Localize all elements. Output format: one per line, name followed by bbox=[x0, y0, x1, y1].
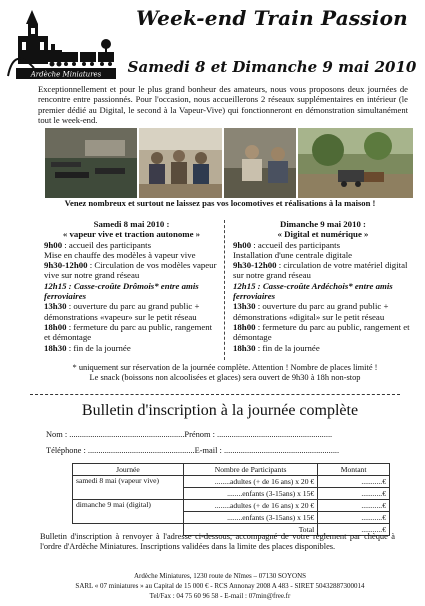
schedule-item bbox=[44, 301, 219, 322]
schedule-description: : fermeture du parc au public, rangement et démontage bbox=[44, 321, 213, 343]
sunday-program bbox=[233, 219, 413, 353]
schedule-item bbox=[233, 301, 413, 322]
row-day: dimanche 9 mai (digital) bbox=[73, 500, 184, 524]
schedule-item bbox=[44, 250, 219, 260]
schedule-item bbox=[233, 343, 413, 353]
name-fields[interactable]: Nom : .......................................................Prénom : ....................................................... bbox=[46, 430, 333, 439]
schedule-description: : fin de la journée bbox=[255, 342, 320, 353]
sunday-date: Dimanche 9 mai 2010 : bbox=[279, 219, 366, 229]
saturday-date: Samedi 8 mai 2010 : bbox=[93, 219, 170, 229]
photo-model-railway-1 bbox=[45, 128, 137, 198]
schedule-item bbox=[233, 322, 413, 343]
photo-layout-closeup bbox=[224, 128, 296, 198]
table-row bbox=[73, 500, 390, 512]
saturday-schedule bbox=[44, 240, 219, 353]
schedule-time: 13h30 bbox=[233, 301, 256, 312]
row-day: samedi 8 mai (vapeur vive) bbox=[73, 476, 184, 500]
schedule-item bbox=[44, 322, 219, 343]
col-header-amount: Montant bbox=[318, 464, 390, 476]
adults-field[interactable]: ........adultes (+ de 16 ans) x 20 € bbox=[183, 500, 317, 512]
amount-field[interactable]: ...........€ bbox=[318, 476, 390, 488]
schedule-item bbox=[233, 260, 413, 281]
schedule-lunch: 12h15 : Casse-croûte Ardéchois* entre amis ferroviaires bbox=[233, 280, 393, 302]
photo-visitors-room bbox=[139, 128, 223, 198]
schedule-description: : fermeture du parc au public, rangement et démontage bbox=[233, 321, 410, 343]
children-field[interactable]: ........enfants (3-15ans) x 15€ bbox=[183, 512, 317, 524]
bulletin-title: Bulletin d'inscription à la journée complète bbox=[81, 402, 359, 419]
photo-caption: Venez nombreux et surtout ne laissez pas vos locomotives et réalisations à la maison ! bbox=[64, 198, 376, 208]
schedule-time: 18h00 bbox=[44, 321, 67, 332]
schedule-item bbox=[44, 343, 219, 353]
schedule-description: : circulation de votre matériel digital sur notre grand réseau bbox=[233, 260, 408, 281]
schedule-description: : accueil des participants bbox=[251, 239, 341, 250]
amount-field[interactable]: ...........€ bbox=[318, 512, 390, 524]
footer bbox=[20, 571, 420, 601]
schedule-description: : ouverture du parc au grand public + démonstrations «digital» sur le petit réseau bbox=[233, 301, 389, 322]
schedule-time: 9h00 bbox=[233, 239, 252, 250]
schedule-description: Mise en chauffe des modèles à vapeur vive bbox=[44, 249, 196, 260]
photo-outdoor-garden-railway bbox=[298, 128, 413, 198]
total-label: Total bbox=[183, 524, 317, 536]
schedule-time: 18h00 bbox=[233, 321, 256, 332]
schedule-item bbox=[44, 281, 219, 302]
sunday-schedule bbox=[233, 240, 413, 353]
contact-fields[interactable]: Téléphone : ...................................................E-mail : ....................................................... bbox=[46, 446, 340, 455]
schedule-lunch: 12h15 : Casse-croûte Drômois* entre amis ferroviaires bbox=[44, 280, 199, 302]
registration-table bbox=[72, 463, 390, 536]
table-row bbox=[73, 476, 390, 488]
ardeche-miniatures-logo bbox=[4, 6, 124, 88]
footer-company: SARL « 07 miniatures » au Capital de 15 000 € - RCS Annonay 2008 A 483 - SIRET 50432887300014 bbox=[75, 582, 365, 590]
event-dates: Samedi 8 et Dimanche 9 mai 2010 bbox=[127, 58, 417, 76]
saturday-theme: « vapeur vive et traction autonome » bbox=[62, 229, 201, 240]
schedule-item bbox=[233, 240, 413, 250]
footer-contact: Tel/Fax : 04 75 60 96 58 - E-mail : 07min@free.fr bbox=[149, 592, 291, 600]
schedule-time: 13h30 bbox=[44, 301, 67, 312]
schedule-description: : Circulation de vos modèles vapeur vive sur notre grand réseau bbox=[44, 260, 217, 281]
footer-address: Ardèche Miniatures, 1230 route de Nîmes – 07130 SOYONS bbox=[133, 572, 307, 580]
schedule-description: : fin de la journée bbox=[66, 342, 131, 353]
schedule-time: 9h30-12h00 bbox=[233, 260, 277, 271]
schedule-item bbox=[233, 250, 413, 260]
schedule-item bbox=[233, 281, 413, 302]
logo-text: Ardèche Miniatures bbox=[30, 70, 102, 79]
col-header-participants: Nombre de Participants bbox=[183, 464, 317, 476]
adults-field[interactable]: ........adultes (+ de 16 ans) x 20 € bbox=[183, 476, 317, 488]
schedule-description: Installation d'une centrale digitale bbox=[233, 249, 353, 260]
photo-strip bbox=[45, 128, 413, 198]
amount-field[interactable]: ...........€ bbox=[318, 500, 390, 512]
schedule-description: : ouverture du parc au grand public + démonstrations «vapeur» sur le petit réseau bbox=[44, 301, 200, 322]
cut-line bbox=[30, 394, 400, 395]
amount-field[interactable]: ...........€ bbox=[318, 488, 390, 500]
intro-paragraph: Exceptionnellement et pour le plus grand bonheur des amateurs, nous vous proposons deux journées de rencontre entre passionnés. Pour l'occasion, nous accueillerons 2 réseaux supplémentaires en intérieur (le premier dédié au Digital, le second à la Vapeur-Vive) qui fonctionneront en démonstration simultanément tout le week-end. bbox=[38, 84, 408, 125]
schedule-time: 9h30-12h00 bbox=[44, 260, 88, 271]
snack-note: Le snack (boissons non alcoolisées et glaces) sera ouvert de 9h30 à 18h non-stop bbox=[89, 373, 361, 382]
col-header-day: Journée bbox=[73, 464, 184, 476]
schedule-time: 18h30 bbox=[44, 342, 67, 353]
schedule-description: : accueil des participants bbox=[62, 239, 152, 250]
total-field[interactable]: ...........€ bbox=[318, 524, 390, 536]
saturday-program bbox=[44, 219, 219, 353]
notes bbox=[40, 363, 410, 383]
schedule-item bbox=[44, 240, 219, 250]
page-title: Week-end Train Passion bbox=[136, 6, 408, 30]
mailing-instructions: Bulletin d'inscription à renvoyer à l'adresse ci-dessous, accompagné de votre règlement par chèque à l'ordre d'Ardèche Miniatures. Inscriptions validées dans la limite des places disponibles. bbox=[40, 532, 395, 551]
sunday-theme: « Digital et numérique » bbox=[277, 229, 369, 240]
children-field[interactable]: ........enfants (3-15ans) x 15€ bbox=[183, 488, 317, 500]
table-header-row bbox=[73, 464, 390, 476]
schedule-time: 9h00 bbox=[44, 239, 63, 250]
column-divider bbox=[224, 220, 225, 360]
schedule-time: 18h30 bbox=[233, 342, 256, 353]
schedule-item bbox=[44, 260, 219, 281]
reservation-note: * uniquement sur réservation de la journée complète. Attention ! Nombre de places limité ! bbox=[72, 363, 378, 372]
